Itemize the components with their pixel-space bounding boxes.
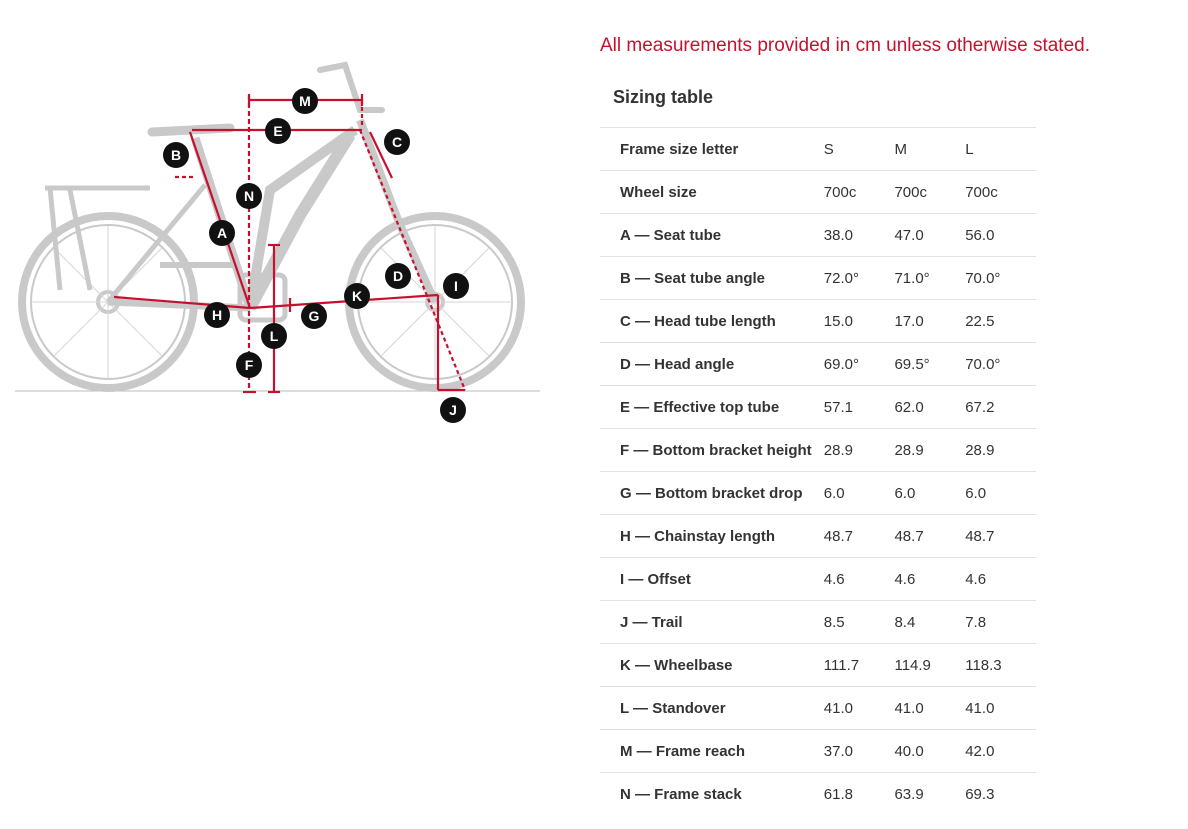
table-row — [600, 386, 1036, 429]
table-row — [600, 214, 1036, 257]
row-label: A — Seat tube — [600, 214, 824, 257]
svg-text:L: L — [269, 328, 279, 344]
value-l: 6.0 — [965, 472, 1036, 515]
row-label: G — Bottom bracket drop — [600, 472, 824, 515]
marker-j — [440, 397, 466, 423]
table-row — [600, 472, 1036, 515]
value-m: 40.0 — [894, 730, 965, 773]
svg-text:F: F — [244, 357, 254, 373]
svg-text:H: H — [211, 307, 223, 323]
value-l: 67.2 — [965, 386, 1036, 429]
value-m: 28.9 — [894, 429, 965, 472]
svg-text:B: B — [170, 147, 182, 163]
marker-c — [384, 129, 410, 155]
table-row — [600, 429, 1036, 472]
value-s: 72.0° — [824, 257, 895, 300]
value-m: 17.0 — [894, 300, 965, 343]
value-s: 111.7 — [824, 644, 895, 687]
value-l: 22.5 — [965, 300, 1036, 343]
value-s: 15.0 — [824, 300, 895, 343]
marker-n — [236, 183, 262, 209]
size-l-header: L — [965, 128, 1036, 171]
table-row — [600, 730, 1036, 773]
value-m: 48.7 — [894, 515, 965, 558]
header-label: Frame size letter — [600, 128, 824, 171]
bike-geometry-diagram — [0, 40, 560, 440]
table-row — [600, 558, 1036, 601]
marker-f — [236, 352, 262, 378]
value-l: 70.0° — [965, 257, 1036, 300]
marker-a — [209, 220, 235, 246]
value-s: 41.0 — [824, 687, 895, 730]
row-label: Wheel size — [600, 171, 824, 214]
size-s-header: S — [824, 128, 895, 171]
table-row — [600, 515, 1036, 558]
marker-m — [292, 88, 318, 114]
marker-k — [344, 283, 370, 309]
value-l: 7.8 — [965, 601, 1036, 644]
value-m: 69.5° — [894, 343, 965, 386]
sizing-table — [600, 127, 1036, 815]
value-l: 700c — [965, 171, 1036, 214]
row-label: E — Effective top tube — [600, 386, 824, 429]
value-s: 38.0 — [824, 214, 895, 257]
marker-g — [301, 303, 327, 329]
size-m-header: M — [894, 128, 965, 171]
svg-text:N: N — [243, 188, 255, 204]
value-l: 118.3 — [965, 644, 1036, 687]
value-s: 28.9 — [824, 429, 895, 472]
table-row — [600, 644, 1036, 687]
marker-b — [163, 142, 189, 168]
value-l: 56.0 — [965, 214, 1036, 257]
value-l: 4.6 — [965, 558, 1036, 601]
row-label: J — Trail — [600, 601, 824, 644]
value-s: 69.0° — [824, 343, 895, 386]
value-m: 63.9 — [894, 773, 965, 816]
table-row — [600, 687, 1036, 730]
marker-d — [385, 263, 411, 289]
marker-h — [204, 302, 230, 328]
marker-l — [261, 323, 287, 349]
svg-text:K: K — [351, 288, 363, 304]
row-label: H — Chainstay length — [600, 515, 824, 558]
value-m: 47.0 — [894, 214, 965, 257]
value-s: 4.6 — [824, 558, 895, 601]
table-row — [600, 257, 1036, 300]
row-label: K — Wheelbase — [600, 644, 824, 687]
value-l: 42.0 — [965, 730, 1036, 773]
row-label: N — Frame stack — [600, 773, 824, 816]
svg-text:M: M — [299, 93, 311, 109]
value-s: 48.7 — [824, 515, 895, 558]
row-label: F — Bottom bracket height — [600, 429, 824, 472]
value-m: 41.0 — [894, 687, 965, 730]
table-row — [600, 171, 1036, 214]
row-label: B — Seat tube angle — [600, 257, 824, 300]
svg-text:E: E — [273, 123, 283, 139]
value-l: 69.3 — [965, 773, 1036, 816]
value-m: 4.6 — [894, 558, 965, 601]
value-m: 8.4 — [894, 601, 965, 644]
table-header-row — [600, 128, 1036, 171]
table-row — [600, 343, 1036, 386]
value-m: 700c — [894, 171, 965, 214]
svg-text:G: G — [308, 308, 320, 324]
svg-text:J: J — [449, 402, 457, 418]
value-s: 700c — [824, 171, 895, 214]
value-m: 71.0° — [894, 257, 965, 300]
value-s: 37.0 — [824, 730, 895, 773]
svg-text:I: I — [454, 278, 458, 294]
table-row — [600, 773, 1036, 816]
value-l: 70.0° — [965, 343, 1036, 386]
table-row — [600, 601, 1036, 644]
sizing-table-title: Sizing table — [613, 87, 714, 107]
marker-i — [443, 273, 469, 299]
value-l: 48.7 — [965, 515, 1036, 558]
value-m: 6.0 — [894, 472, 965, 515]
row-label: D — Head angle — [600, 343, 824, 386]
measurement-notice: All measurements provided in cm unless otherwise stated. — [600, 35, 1091, 56]
marker-e — [265, 118, 291, 144]
value-s: 8.5 — [824, 601, 895, 644]
row-label: L — Standover — [600, 687, 824, 730]
row-label: I — Offset — [600, 558, 824, 601]
value-s: 6.0 — [824, 472, 895, 515]
svg-text:C: C — [391, 134, 403, 150]
row-label: C — Head tube length — [600, 300, 824, 343]
svg-text:D: D — [392, 268, 404, 284]
value-s: 57.1 — [824, 386, 895, 429]
value-m: 62.0 — [894, 386, 965, 429]
value-m: 114.9 — [894, 644, 965, 687]
table-row — [600, 300, 1036, 343]
value-l: 28.9 — [965, 429, 1036, 472]
value-l: 41.0 — [965, 687, 1036, 730]
row-label: M — Frame reach — [600, 730, 824, 773]
value-s: 61.8 — [824, 773, 895, 816]
svg-text:A: A — [216, 225, 228, 241]
